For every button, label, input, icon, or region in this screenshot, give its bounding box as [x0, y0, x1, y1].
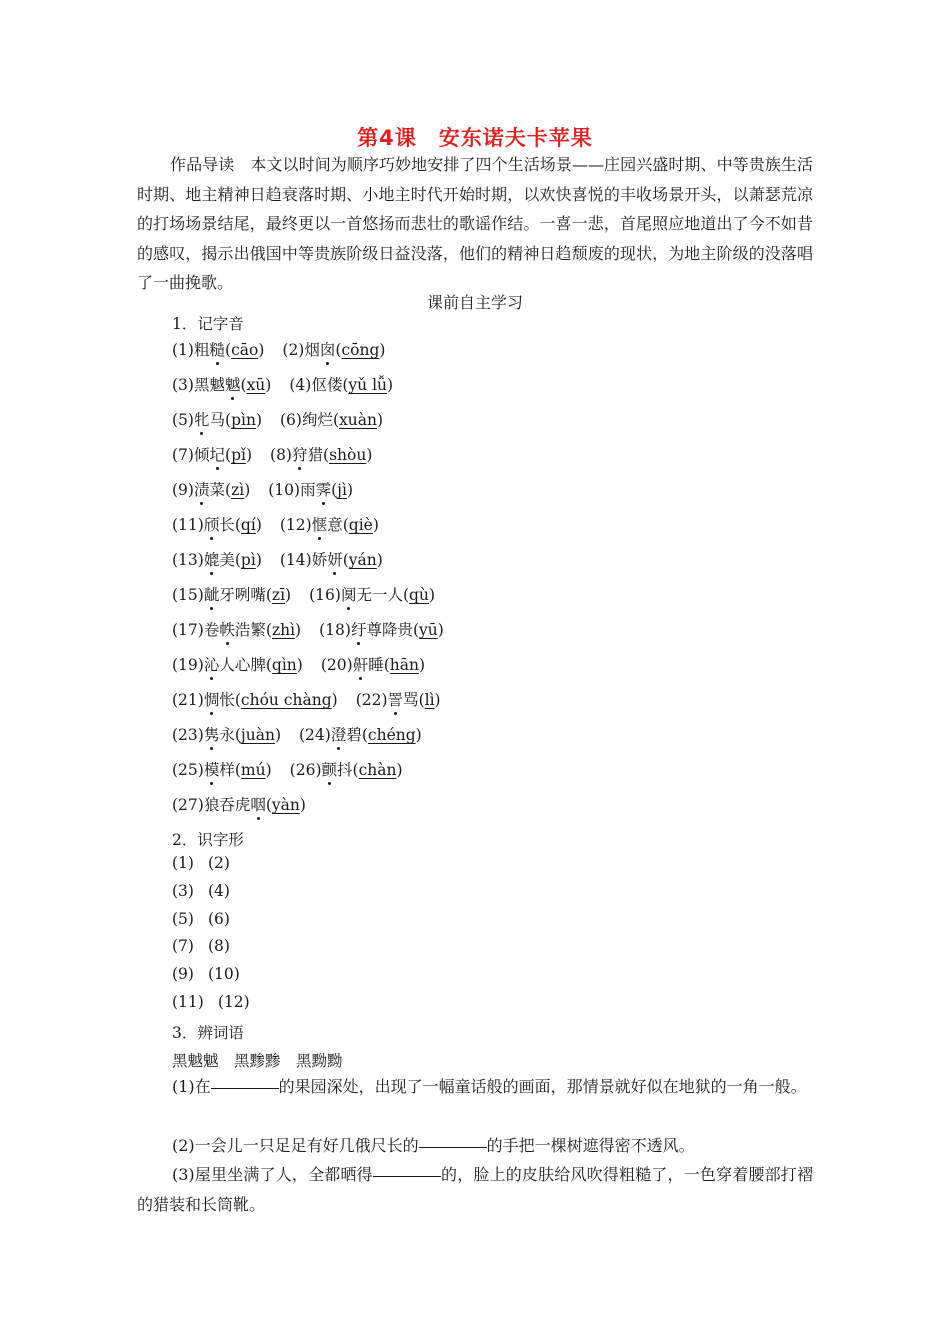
- pronunciation-row: [172, 408, 401, 430]
- pronunciation-item: [172, 408, 262, 430]
- pinyin: pǐ: [231, 446, 246, 464]
- pronunciation-item: [309, 583, 435, 605]
- paren: (: [265, 621, 272, 639]
- character-form-row: [172, 965, 254, 983]
- paren: (: [225, 341, 232, 359]
- paren: ): [255, 516, 262, 534]
- pinyin: yàn: [271, 796, 300, 814]
- pronunciation-item: [172, 338, 264, 360]
- item-number: (1): [172, 341, 194, 359]
- pinyin: yǔ lǚ: [348, 376, 388, 394]
- paren: (: [225, 411, 232, 429]
- dotted-character: 妍: [327, 551, 343, 569]
- item-number: (5): [172, 909, 194, 928]
- dotted-character: 狩: [291, 446, 308, 464]
- character-form-row: [172, 882, 244, 900]
- paren: (: [234, 726, 241, 744]
- item-number: (3): [172, 881, 194, 900]
- word-part: 马: [209, 411, 225, 429]
- word-part: 烂: [317, 411, 333, 429]
- item-number: (1): [172, 854, 194, 872]
- question-2-prefix: (2)一会儿一只足足有好几俄尺长的: [172, 1136, 419, 1155]
- paren: ): [245, 446, 253, 464]
- pronunciation-item: [280, 513, 379, 535]
- pronunciation-row: [172, 653, 443, 675]
- word-part: 雨: [300, 481, 316, 499]
- item-number: (22): [355, 691, 388, 709]
- paren: ): [296, 656, 303, 674]
- pronunciation-item: [172, 653, 303, 675]
- dotted-character: 圮: [209, 446, 225, 464]
- word-part: 烟: [304, 341, 320, 359]
- word-part: 长: [219, 516, 235, 534]
- pronunciation-item: [299, 723, 422, 745]
- word-part: 美: [219, 551, 235, 569]
- pinyin: chàn: [358, 761, 397, 779]
- dotted-character: 詈: [387, 691, 404, 709]
- dotted-character: 颀: [203, 516, 220, 534]
- paren: ): [379, 341, 386, 359]
- question-3-prefix: (3)屋里坐满了人，全都晒得: [172, 1165, 373, 1184]
- pronunciation-row: [172, 513, 397, 535]
- dotted-character: 糙: [209, 341, 225, 359]
- item-number: (21): [172, 691, 204, 709]
- word-part: 娇: [311, 551, 328, 569]
- word-part: 粗: [193, 341, 210, 359]
- item-number: (8): [270, 446, 292, 464]
- paren: ): [387, 376, 394, 394]
- pinyin: xuàn: [339, 411, 378, 429]
- question-3-suffix: 的，脸上的皮肤给风吹得粗糙了，一色穿着腰部打褶的猎装和长筒靴。: [137, 1165, 813, 1214]
- paren: ): [299, 796, 306, 814]
- item-number: (23): [172, 726, 204, 744]
- item-number: (26): [289, 761, 322, 779]
- pinyin: yū: [419, 621, 438, 639]
- dotted-character: 阒: [340, 586, 357, 604]
- character-form-row: [172, 910, 244, 928]
- dotted-character: 帙: [219, 621, 235, 639]
- word-part: 睡: [368, 656, 384, 674]
- word-part: 绚: [301, 411, 318, 429]
- paren: (: [234, 761, 241, 779]
- pinyin: chéng: [367, 726, 416, 744]
- pronunciation-row: [172, 618, 462, 640]
- section-2-heading: 2．识字形: [172, 831, 244, 849]
- pinyin: zhì: [271, 621, 296, 639]
- word-part: 浩繁: [234, 621, 266, 639]
- paren: ): [255, 551, 262, 569]
- paren: ): [437, 621, 444, 639]
- paren: (: [225, 446, 232, 464]
- dotted-character: 模: [203, 761, 220, 779]
- pronunciation-item: [172, 373, 271, 395]
- item-number: (17): [172, 621, 204, 639]
- paren: (: [383, 656, 390, 674]
- pinyin: mú: [240, 761, 266, 779]
- dotted-character: 惆: [203, 691, 220, 709]
- paren: (: [418, 691, 425, 709]
- dotted-character: 囱: [319, 341, 336, 359]
- paren: ): [366, 446, 373, 464]
- pronunciation-item: [172, 548, 262, 570]
- paren: ): [285, 586, 292, 604]
- section-1-heading: 1．记字音: [172, 315, 244, 333]
- pinyin: qù: [409, 586, 429, 604]
- word-part: 抖: [337, 761, 353, 779]
- item-number: (19): [172, 656, 204, 674]
- question-2-suffix: 的手把一棵树遮得密不透风。: [486, 1136, 695, 1155]
- pinyin: cōng: [341, 341, 380, 359]
- question-3: [137, 1160, 813, 1219]
- item-number: (7): [172, 937, 194, 956]
- word-part: 碧: [346, 726, 362, 744]
- word-part: 样: [219, 761, 235, 779]
- word-part: 黑魆: [193, 376, 225, 394]
- pronunciation-row: [172, 583, 453, 605]
- paren: (: [265, 586, 272, 604]
- paren: (: [234, 691, 241, 709]
- pronunciation-row: [172, 443, 390, 465]
- item-number: (15): [172, 586, 204, 604]
- paren: ): [376, 551, 383, 569]
- dotted-character: 霁: [315, 481, 332, 499]
- pronunciation-row: [172, 723, 440, 745]
- pronunciation-item: [321, 653, 425, 675]
- item-number: (3): [172, 376, 194, 394]
- pronunciation-item: [290, 758, 403, 780]
- pronunciation-item: [172, 688, 338, 710]
- paren: ): [419, 656, 426, 674]
- answer-blank-2[interactable]: [419, 1146, 487, 1148]
- paren: (: [265, 656, 272, 674]
- pronunciation-item: [172, 618, 301, 640]
- pronunciation-item: [268, 478, 353, 500]
- word-part: 猎: [307, 446, 324, 464]
- pronunciation-item: [280, 548, 383, 570]
- paren: ): [255, 411, 262, 429]
- word-part: 骂: [403, 691, 419, 709]
- dotted-character: 鼾: [352, 656, 369, 674]
- paren: (: [234, 551, 241, 569]
- question-1-suffix: 的果园深处，出现了一幅童话般的画面，那情景就好似在地狱的一角一般。: [278, 1077, 807, 1096]
- item-number: (5): [172, 411, 194, 429]
- pinyin: zī: [271, 586, 286, 604]
- dotted-character: 纡: [350, 621, 367, 639]
- pronunciation-item: [356, 688, 441, 710]
- item-number: (9): [172, 481, 194, 499]
- paren: ): [434, 691, 441, 709]
- pronunciation-item: [282, 338, 385, 360]
- item-number: (4): [289, 376, 312, 394]
- word-part: 人心脾: [219, 656, 266, 674]
- pronunciation-row: [172, 338, 403, 360]
- paren: ): [396, 761, 403, 779]
- paren: (: [331, 481, 338, 499]
- pinyin: qiè: [348, 516, 373, 534]
- dotted-character: 隽: [203, 726, 220, 744]
- pronunciation-item: [172, 793, 306, 815]
- pronunciation-row: [172, 478, 371, 500]
- paren: (: [361, 726, 368, 744]
- paren: (: [225, 481, 232, 499]
- pronunciation-item: [172, 513, 262, 535]
- word-part: 牙咧嘴: [219, 586, 266, 604]
- paren: ): [346, 481, 353, 499]
- dotted-character: 渍: [193, 481, 210, 499]
- paren: ): [295, 621, 302, 639]
- pinyin: chóu chàng: [240, 691, 332, 709]
- item-number: (16): [309, 586, 341, 604]
- item-number: (2): [282, 341, 305, 359]
- word-part: 狼吞虎: [203, 796, 251, 814]
- dotted-character: 惬: [311, 516, 328, 534]
- paren: ): [244, 481, 251, 499]
- pronunciation-item: [172, 758, 272, 780]
- word-part: 永: [219, 726, 235, 744]
- item-number: (10): [207, 965, 240, 984]
- pronunciation-row: [172, 373, 411, 395]
- paren: (: [240, 376, 247, 394]
- word-part: 意: [327, 516, 343, 534]
- paren: ): [265, 761, 272, 779]
- pinyin: zì: [231, 481, 245, 499]
- pronunciation-row: [172, 793, 324, 815]
- paren: ): [428, 586, 435, 604]
- paren: (: [412, 621, 420, 639]
- paren: (: [335, 341, 342, 359]
- answer-blank-3[interactable]: [373, 1175, 441, 1177]
- pinyin: jì: [337, 481, 347, 499]
- paren: ): [258, 341, 265, 359]
- item-number: (12): [279, 516, 312, 534]
- paren: ): [372, 516, 379, 534]
- question-1-prefix: (1)在: [172, 1077, 211, 1096]
- word-options: 黑魆魆 黑黪黪 黑黝黝: [172, 1052, 343, 1070]
- paren: ): [415, 726, 422, 744]
- section-heading: 课前自主学习: [426, 293, 523, 312]
- pronunciation-item: [319, 618, 444, 640]
- pronunciation-row: [172, 688, 459, 710]
- character-form-row: [172, 937, 244, 955]
- paren: ): [274, 726, 281, 744]
- pinyin: qìn: [271, 656, 297, 674]
- character-form-row: [172, 854, 244, 872]
- item-number: (2): [207, 854, 230, 872]
- item-number: (4): [207, 881, 230, 900]
- paren: (: [323, 446, 330, 464]
- item-number: (24): [299, 726, 331, 744]
- pinyin: lì: [424, 691, 435, 709]
- dotted-character: 龇: [203, 586, 220, 604]
- dotted-character: 澄: [330, 726, 347, 744]
- pinyin: cāo: [231, 341, 259, 359]
- pronunciation-item: [172, 583, 291, 605]
- paren: ): [377, 411, 384, 429]
- paren: (: [342, 516, 349, 534]
- paren: (: [333, 411, 340, 429]
- word-part: 卷: [203, 621, 220, 639]
- pinyin: xū: [246, 376, 266, 394]
- dotted-character: 牝: [193, 411, 210, 429]
- pinyin: pìn: [231, 411, 256, 429]
- item-number: (6): [280, 411, 302, 429]
- item-number: (11): [172, 993, 204, 1011]
- lesson-title: 第4课 安东诺夫卡苹果: [357, 126, 593, 150]
- item-number: (27): [172, 796, 204, 814]
- word-part: 怅: [219, 691, 235, 709]
- item-number: (18): [319, 621, 351, 639]
- item-number: (25): [172, 761, 204, 779]
- pinyin: shòu: [329, 446, 367, 464]
- paren: (: [234, 516, 241, 534]
- item-number: (13): [172, 551, 204, 569]
- pronunciation-item: [289, 373, 393, 395]
- dotted-character: 魆: [224, 376, 241, 394]
- word-part: 尊降贵: [366, 621, 413, 639]
- pronunciation-row: [172, 548, 401, 570]
- item-number: (10): [268, 481, 301, 499]
- dotted-character: 颤: [321, 761, 338, 779]
- item-number: (11): [172, 516, 204, 534]
- dotted-character: 媲: [203, 551, 220, 569]
- word-part: 无一人: [356, 586, 403, 604]
- word-part: 倾: [193, 446, 210, 464]
- pronunciation-item: [172, 478, 250, 500]
- item-number: (14): [279, 551, 312, 569]
- pronunciation-row: [172, 758, 421, 780]
- paren: (: [342, 376, 349, 394]
- pinyin: hān: [389, 656, 419, 674]
- pinyin: yán: [348, 551, 377, 569]
- pronunciation-item: [280, 408, 383, 430]
- reading-guide: 作品导读 本文以时间为顺序巧妙地安排了四个生活场景——庄园兴盛时期、中等贵族生活时期、地主精神日趋衰落时期、小地主时代开始时期，以欢快喜悦的丰收场景开头，以萧瑟荒凉的打场场景结尾，最终更以一首悠扬而悲壮的歌谣作结。一喜一悲，首尾照应地道出了今不如昔的感叹，揭示出俄国中等贵族阶级日益没落，他们的精神日趋颓废的现状，为地主阶级的没落唱了一曲挽歌。: [137, 155, 813, 292]
- item-number: (9): [172, 965, 194, 984]
- word-part: 伛偻: [311, 376, 343, 394]
- question-2: [137, 1131, 813, 1161]
- paren: ): [331, 691, 338, 709]
- item-number: (7): [172, 446, 194, 464]
- character-form-row: [172, 993, 264, 1011]
- paren: (: [265, 796, 272, 814]
- paren: (: [342, 551, 349, 569]
- item-number: (6): [207, 909, 230, 928]
- answer-blank-1[interactable]: [211, 1087, 279, 1089]
- pronunciation-item: [172, 723, 281, 745]
- item-number: (8): [207, 937, 230, 956]
- pinyin: juàn: [240, 726, 275, 744]
- item-number: (12): [217, 993, 250, 1011]
- pinyin: qí: [240, 516, 256, 534]
- question-1: [137, 1072, 813, 1102]
- pronunciation-item: [270, 443, 372, 465]
- dotted-character: 沁: [203, 656, 220, 674]
- pronunciation-item: [172, 443, 252, 465]
- paren: (: [352, 761, 359, 779]
- paren: (: [402, 586, 410, 604]
- pinyin: pì: [240, 551, 256, 569]
- item-number: (20): [320, 656, 353, 674]
- paren: ): [265, 376, 272, 394]
- dotted-character: 咽: [250, 796, 266, 814]
- section-3-heading: 3．辨词语: [172, 1024, 244, 1042]
- word-part: 菜: [209, 481, 225, 499]
